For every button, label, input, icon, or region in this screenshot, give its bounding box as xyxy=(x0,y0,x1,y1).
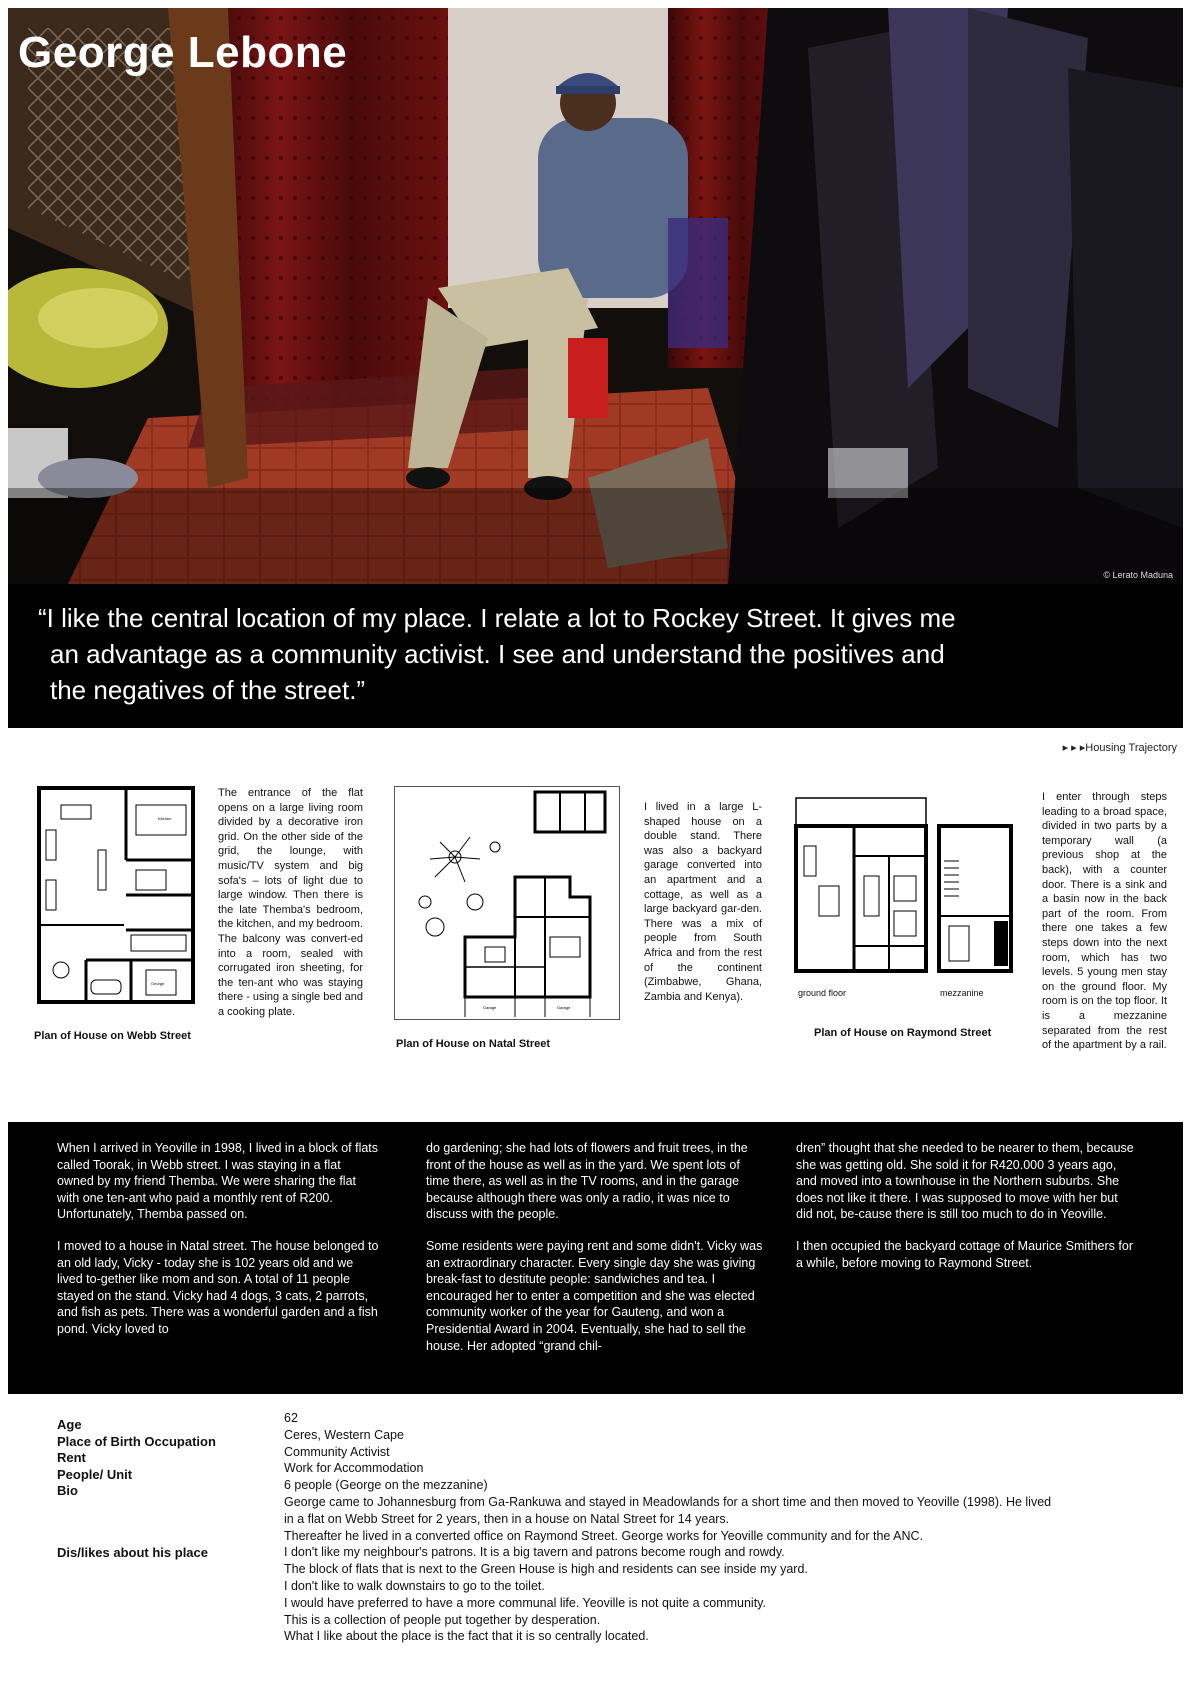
value-dislike-line: I don't like to walk downstairs to go to the toilet. xyxy=(284,1578,545,1593)
value-bio-line: George came to Johannesburg from Ga-Rankuwa and stayed in Meadowlands for a short time and then moved to Yeoville (1998). He lived xyxy=(284,1494,1052,1509)
webb-street-floorplan xyxy=(36,785,196,1005)
value-rent: Work for Accommodation xyxy=(284,1461,424,1476)
plan-raymond-street xyxy=(794,796,1016,996)
quote-line-2: an advantage as a community activist. I see and understand the positives and xyxy=(50,639,945,669)
webb-room-label-kitchen: Kitchen xyxy=(158,816,172,821)
narrative-paragraph: I moved to a house in Natal street. The house belonged to an old lady, Vicky - today she is 102 years old and we lived to-gether like mom and son. A total of 11 people stayed on the stand. Vicky had 4 dogs, 3 cats, 2 parrots, and fish as pets. There was a wonderful garden and a fish pond. Vicky loved to xyxy=(57,1238,379,1336)
raymond-mezzanine-label: mezzanine xyxy=(940,988,984,998)
label-dislikes: Dis/likes about his place xyxy=(57,1545,208,1560)
label-people-unit: People/ Unit xyxy=(57,1466,133,1482)
value-dislike-line: I don't like my neighbour's patrons. It is a big tavern and patrons become rough and rowdy. xyxy=(284,1545,785,1560)
value-dislike-line: The block of flats that is next to the Green House is high and residents can see inside my yard. xyxy=(284,1562,808,1577)
info-values xyxy=(284,1410,1164,1645)
narrative-column-2 xyxy=(426,1140,766,1369)
value-bio-line: Thereafter he lived in a converted office on Raymond Street. George works for Yeoville community and for the ANC. xyxy=(284,1528,923,1543)
housing-trajectory-label: ▸ ▸ ▸Housing Trajectory xyxy=(1062,742,1177,754)
text-webb-street: The entrance of the flat opens on a large living room divided by a decorative iron grid. On the other side of the grid, the lounge, with music/TV system and big sofa's – lots of light due to large window. Then there is the late Themba's bedroom, the kitchen, and my bedroom. The balcony was convert-ed into a room, sealed with corrugated iron sheeting, for the ten-ant who was staying there - using a single bed and a cooking plate. xyxy=(218,787,363,1018)
value-occupation: Community Activist xyxy=(284,1444,390,1459)
value-birthplace: Ceres, Western Cape xyxy=(284,1427,404,1442)
raymond-ground-floor-label: ground floor xyxy=(798,988,847,998)
value-bio-line: in a flat on Webb Street for 2 years, then in a house on Natal Street for 14 years. xyxy=(284,1511,730,1526)
value-dislike-line: I would have preferred to have a more communal life. Yeoville is not quite a community. xyxy=(284,1595,766,1610)
caption-webb-street: Plan of House on Webb Street xyxy=(34,1030,191,1042)
photo-illustration xyxy=(8,8,1183,584)
value-dislike-line: This is a collection of people put together by desperation. xyxy=(284,1612,601,1627)
natal-label-garage-1: Garage xyxy=(483,1005,497,1010)
label-age: Age xyxy=(57,1417,82,1432)
narrative-paragraph: I then occupied the backyard cottage of Maurice Smithers for a while, before moving to Raymond Street. xyxy=(796,1238,1133,1270)
narrative-paragraph: dren” thought that she needed to be nearer to them, because she was getting old. She sold it for R420.000 3 years ago, and moved into a townhouse in the Northern suburbs. She does not like it there. I was supposed to move with her but did not, be-cause there is still too much to do in Yeoville. xyxy=(796,1141,1134,1222)
photo-credit: © Lerato Maduna xyxy=(1103,570,1173,580)
info-labels xyxy=(57,1417,216,1500)
quote-line-3: the negatives of the street.” xyxy=(50,675,366,705)
value-people-unit: 6 people (George on the mezzanine) xyxy=(284,1478,488,1493)
hero-photo xyxy=(8,8,1183,584)
text-natal-street: I lived in a large L-shaped house on a double stand. There was also a backyard garage converted into an apartment and a cottage, as well as a large backyard gar-den. There was a mix of people from South Africa and from the rest of the continent (Zimbabwe, Ghana, Zambia and Kenya). xyxy=(644,801,762,1003)
narrative-paragraph: do gardening; she had lots of flowers and fruit trees, in the front of the house as well as in the yard. We spent lots of time there, as well as in the TV rooms, and in the garage because although there was only a radio, it was nice to discuss with the people. xyxy=(426,1141,748,1222)
narrative-column-3 xyxy=(796,1140,1136,1286)
label-rent: Rent xyxy=(57,1450,86,1466)
caption-natal-street: Plan of House on Natal Street xyxy=(396,1038,551,1050)
narrative-paragraph: When I arrived in Yeoville in 1998, I lived in a block of flats called Toorak, in Webb street. I was staying in a flat owned by my friend Themba. We were sharing the flat with one ten-ant who paid a monthly rent of R200. Unfortunately, Themba passed on. xyxy=(57,1141,379,1222)
webb-room-label-george: George xyxy=(151,981,165,986)
label-bio: Bio xyxy=(57,1483,78,1499)
plan-webb-street xyxy=(36,785,196,1005)
text-raymond-street: I enter through steps leading to a broad space, divided in two parts by a temporary wall (a previous shop at the back), with a counter door. There is a sink and a basin now in the back part of the room. From there one takes a few steps down into the next room, which has two levels. 5 young men stay on the ground floor. My room is on the top floor. It is a mezzanine separated from the rest of the apartment by a rail. xyxy=(1042,791,1167,1052)
page-title: George Lebone xyxy=(18,28,348,77)
narrative-column-1 xyxy=(57,1140,379,1353)
value-age: 62 xyxy=(284,1411,298,1425)
narrative-paragraph: Some residents were paying rent and some didn't. Vicky was an extraordinary character. Every single day she was giving break-fast to destitute people: sandwiches and tea. I encouraged her to enter a competition and she was elected community worker of the year for Gauteng, and won a Presidential Award in 2004. Eventually, she had to sell the house. Her adopted “grand chil- xyxy=(426,1238,763,1353)
pull-quote xyxy=(38,600,1148,708)
natal-street-floorplan xyxy=(395,787,619,1019)
natal-label-garage-2: Garage xyxy=(557,1005,571,1010)
label-birth-occupation: Place of Birth Occupation xyxy=(57,1433,216,1449)
raymond-street-floorplan xyxy=(794,796,1016,996)
plan-natal-street xyxy=(394,786,620,1020)
quote-line-1: “I like the central location of my place. I relate a lot to Rockey Street. It gives me xyxy=(38,603,956,633)
caption-raymond-street: Plan of House on Raymond Street xyxy=(814,1027,992,1039)
value-like-line: What I like about the place is the fact that it is so centrally located. xyxy=(284,1629,649,1644)
